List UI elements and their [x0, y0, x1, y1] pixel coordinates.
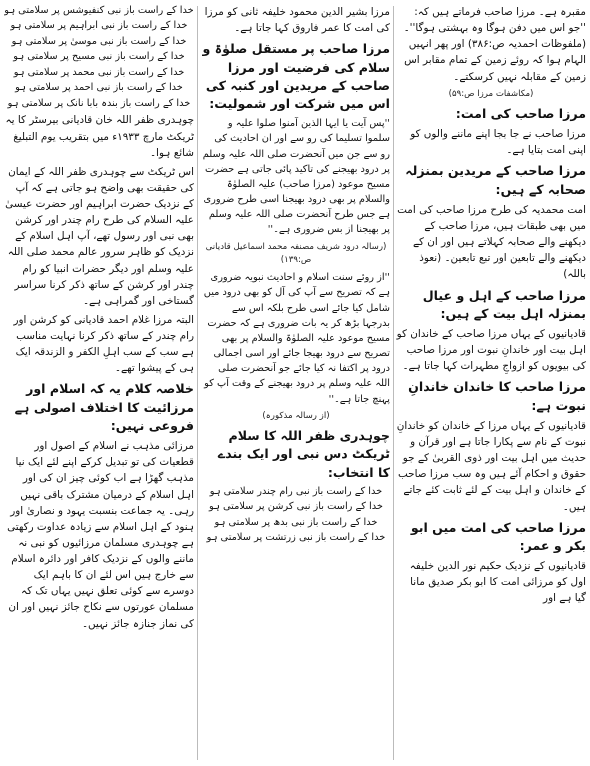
- salutation-line: خدا کے راست باز نبی کنفیوشس پر سلامتی ہو: [4, 5, 194, 16]
- paragraph: مقبرہ ہے۔ مرزا صاحب فرماتے ہیں کہ: ''جو اس میں دفن ہوگا وہ بہشتی ہوگا''۔ (ملفوظات احمدیہ ص:۳۸۶) اور پھر انہیں الہام ہوا کہ روئے زمین کے تمام مقابر اس زمین کے مقابلہ نہیں کرسکتے۔: [403, 6, 586, 83]
- salutation-line: خدا کے راست باز نبی مسیح پر سلامتی ہو: [13, 51, 185, 63]
- column-divider: [197, 6, 198, 760]
- salutation-list: [202, 485, 390, 546]
- salutation-line: خدا کے راست باز بندہ بابا نانک پر سلامتی ہو: [7, 97, 191, 109]
- salutation-line: خدا کے راست باز نبی کرشن پر سلامتی ہو: [209, 501, 383, 513]
- section-heading: مرزا صاحب کی امت میں ابو بکر و عمر:: [410, 519, 586, 553]
- reference: (از رسالہ مذکورہ): [262, 410, 330, 421]
- salutation-line: خدا کے راست باز نبی ابراہیم پر سلامتی ہو: [10, 20, 188, 32]
- paragraph: البتہ مرزا غلام احمد قادیانی کو کرشن اور رام چندر کے ساتھ ذکر کرنا نہایت مناسب ہے سب کے سب اہلِ الکفر و الزندقہ ایک ہی کے پیشوا تھے۔: [13, 313, 194, 375]
- salutation-list: [4, 4, 194, 111]
- section-heading: مرزا صاحب کا خاندان خاندانِ نبوت ہے:: [408, 379, 586, 413]
- paragraph: اس ٹریکٹ سے چوہدری ظفر اللہ کے ایمان کی حقیقت بھی واضح ہو جاتی ہے کہ آپ کے نزدیک حضرت ابراہیم اور حضرت عیسیٰ علیہ السلام کی طرح رام چندر اور کرشن بھی نبی اور رسول تھے، آپ اہل اسلام کے نزدیک کو ظاہر سرور عالم محمد صلی اللہ علیہ وسلم اور دیگر حضرات انبیا کو رام چندر اور کرشن کے ساتھ ذکر کرنا سراسر گستاخی اور گمراہی ہے۔: [5, 165, 194, 307]
- reference: (رسالہ درود شریف مصنفہ محمد اسماعیل قادیانی ص:۱۳۹): [205, 241, 387, 265]
- salutation-line: خدا کے راست باز نبی احمد پر سلامتی ہو: [15, 82, 183, 94]
- section-heading: مرزا صاحب پر مستقل صلوٰۃ و سلام کی فرضیت اور مرزا صاحب کے مریدین اور کنبہ کی اس میں شرکت اور شمولیت:: [202, 41, 390, 111]
- salutation-line: خدا کے راست باز نبی زرتشت پر سلامتی ہو: [206, 532, 386, 544]
- section-heading: مرزا صاحب کے اہل و عیال بمنزلہ اہل بیت کے ہیں:: [422, 287, 586, 321]
- paragraph: مرزائی مذہب نے اسلام کے اصول اور قطعیات کی تو تبدیل کرکے اپنے لئے ایک نیا مذہب گھڑا ہے اب کوئی چیز ان کی اور اہل اسلام کے درمیان مشترک باقی نہیں رہی۔ یہ جماعت بنسبت یہود و نصاریٰ اور ہنود کے اہل اسلام سے زیادہ عداوت رکھتی ہے چوہدری مسلمان مرزائیوں کو نبی نہ ماننے والوں کے نزدیک کافر اور دائرہ اسلام سے خارج ہیں اس لئے ان کا باہم ایک دوسرے سے کوئی تعلق نہیں یہاں تک کہ مسلمان عورتوں سے نکاح جائز نہیں اور ان کی نماز جنازہ جائز نہیں۔: [7, 440, 194, 630]
- paragraph: مرزا بشیر الدین محمود خلیفہ ثانی کو مرزا کی امت کا عمر فاروق کہا جاتا ہے۔: [204, 6, 390, 35]
- salutation-line: خدا کے راست باز نبی رام چندر سلامتی ہو: [209, 485, 383, 497]
- salutation-line: خدا کے راست باز نبی بدھ پر سلامتی ہو: [214, 516, 378, 528]
- paragraph: مرزا صاحب نے جا بجا اپنے ماننے والوں کو اپنی امت بتایا ہے۔: [410, 128, 586, 157]
- reference: (مکاشفات مرزا ص:۵۹): [448, 88, 534, 99]
- middle-column: [202, 4, 390, 764]
- quotation: ''پس آیت یا ایہا الذین آمنوا صلوا علیہ و سلموا تسلیما کی رو سے اور ان احادیث کی رو سے جن میں آنحضرت صلی اللہ علیہ وسلم پر درود بھیجنے کی تاکید پائی جاتی ہے حضرت مسیح موعود (مرزا صاحب) علیہ الصلوٰۃ والسلام پر بھی درود بھیجنا اسی طرح ضروری ہے جس طرح آنحضرت صلی اللہ علیہ وسلم پر بھیجنا از بس ضروری ہے۔'': [202, 118, 390, 236]
- paragraph: امت محمدیہ کی طرح مرزا صاحب کی امت میں بھی طبقات ہیں، مرزا صاحب کے دیکھنے والے صحابہ کہلاتے ہیں اور ان کے دیکھنے والے تابعین اور تبع تابعین۔ (نعوذ باللہ): [397, 203, 586, 281]
- paragraph: چوہدری ظفر اللہ خان قادیانی بیرسٹر کا یہ ٹریکٹ مارچ ۱۹۳۳ء میں بتقریب یوم التبلیغ شائع ہوا۔: [5, 114, 194, 159]
- paragraph: قادیانیوں کے یہاں مرزا کے خاندان کو خاندانِ نبوت کے نام سے پکارا جاتا ہے اور قرآن و حدیث میں اہل بیت اور ذوی القربیٰ کے جو حقوق و احکام آئے ہیں وہ سب مرزا صاحب کے خاندان و اہل بیت کے لئے ثابت کئے جاتے ہیں۔: [396, 419, 586, 513]
- quotation: ''از روئے سنت اسلام و احادیث نبویہ ضروری ہے کہ تصریح سے آپ کی آل کو بھی درود میں شامل کیا جائے اسی طرح بلکہ اس سے بدرجہا بڑھ کر یہ بات ضروری ہے کہ حضرت مسیح موعود علیہ الصلوٰۃ والسلام پر بھی تصریح سے درود بھیجا جائے اور اسی اجمالی درود پر اکتفا نہ کیا جائے جو آنحضرت صلی اللہ علیہ وسلم پر درود بھیجنے کے وقت آپ کو پہنچ جاتا ہے۔'': [203, 272, 390, 405]
- right-column: [396, 4, 586, 764]
- section-heading: چوہدری ظفر اللہ کا سلام ٹریکٹ دس نبی اور ایک بندے کا انتخاب:: [217, 428, 390, 480]
- salutation-line: خدا کے راست باز نبی موسیٰ پر سلامتی ہو: [11, 35, 187, 47]
- paragraph: قادیانیوں کے نزدیک حکیم نور الدین خلیفہ اول کو مرزائی امت کا ابو بکر صدیق مانا گیا ہے اور: [409, 560, 586, 605]
- section-heading: مرزا صاحب کی امت:: [455, 105, 586, 121]
- section-heading: مرزا صاحب کے مریدین بمنزلہ صحابہ کے ہیں:: [405, 163, 586, 197]
- salutation-line: خدا کے راست باز نبی محمد پر سلامتی ہو: [13, 66, 185, 78]
- paragraph: قادیانیوں کے یہاں مرزا صاحب کے خاندان کو اہل بیت اور خاندانِ نبوت اور مرزا صاحب کی بیویوں کو ازواجِ مطہرات کہا جاتا ہے۔: [396, 328, 586, 373]
- column-divider: [393, 6, 394, 760]
- section-heading: خلاصہ کلام یہ کہ اسلام اور مرزائیت کا اختلاف اصولی ہے فروعی نہیں:: [14, 381, 194, 433]
- left-column: [4, 4, 194, 764]
